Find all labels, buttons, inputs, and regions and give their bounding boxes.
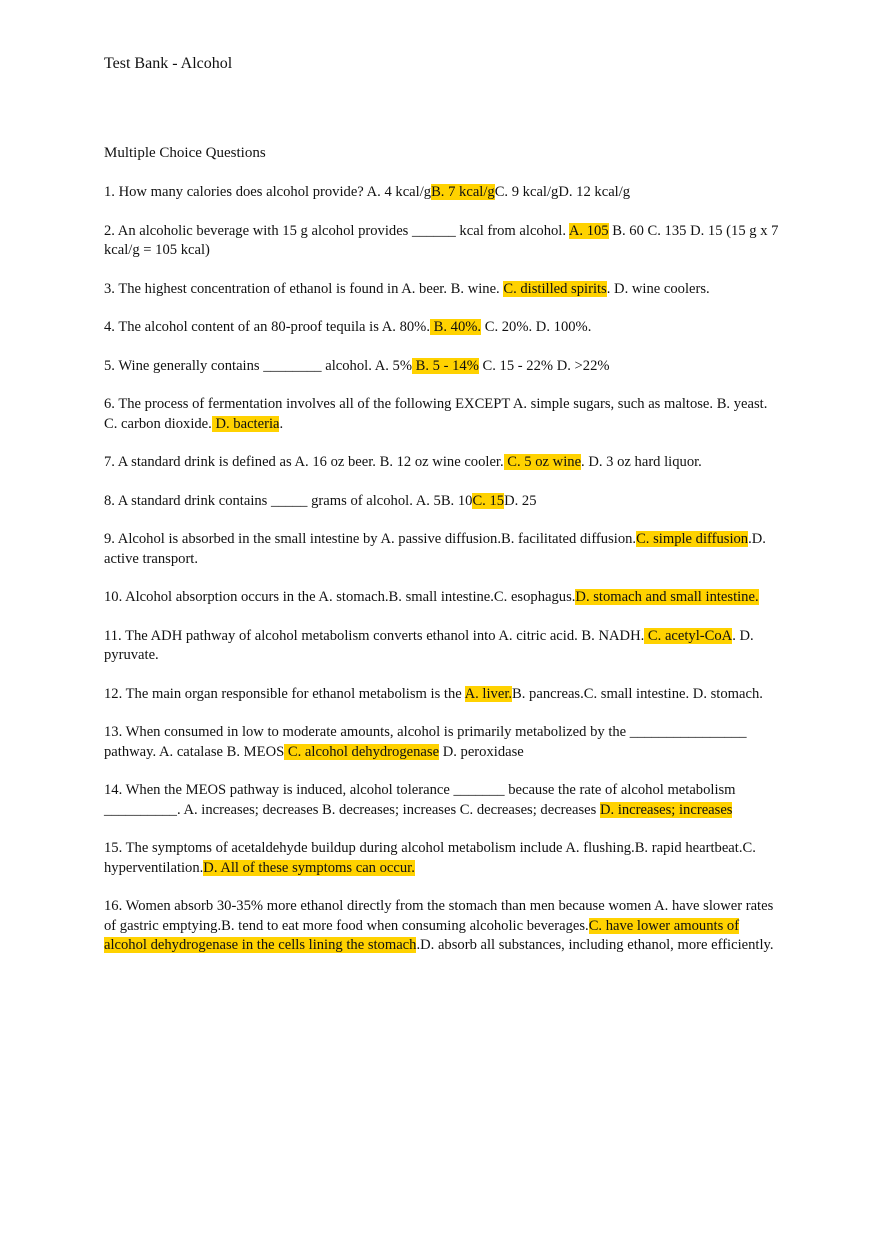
correct-answer-highlight: C. simple diffusion (636, 531, 749, 547)
correct-answer-highlight: B. 5 - 14% (411, 357, 479, 374)
question-text-remainder: D. 25 (504, 492, 537, 509)
question-text-remainder: B. pancreas.C. small intestine. D. stomach. (512, 685, 763, 702)
question-text: 2. An alcoholic beverage with 15 g alcohol provides ______ kcal from alcohol. (104, 222, 569, 239)
question-9 (104, 530, 784, 569)
question-text: 8. A standard drink contains _____ grams of alcohol. A. 5B. 10 (104, 492, 473, 509)
question-2 (104, 222, 784, 261)
question-text-remainder: B. 60 C. 135 D. 15 (15 g x 7 kcal/g = 105 kcal) (104, 222, 779, 258)
correct-answer-highlight: D. bacteria (211, 415, 280, 432)
question-7 (104, 453, 784, 473)
correct-answer-highlight: B. 7 kcal/g (431, 184, 495, 200)
correct-answer-highlight: C. distilled spirits (503, 280, 607, 297)
question-1 (104, 183, 784, 203)
question-text-remainder: . D. wine coolers. (606, 280, 710, 297)
question-text-remainder: . D. pyruvate. (104, 627, 754, 663)
question-list (104, 183, 784, 975)
question-text-remainder: .D. active transport. (104, 531, 766, 567)
question-text: 1. How many calories does alcohol provide? A. 4 kcal/g (104, 184, 432, 200)
question-text: 4. The alcohol content of an 80-proof tequila is A. 80%. (104, 319, 430, 335)
question-text: 12. The main organ responsible for ethanol metabolism is the (104, 685, 465, 702)
question-text: 14. When the MEOS pathway is induced, alcohol tolerance _______ because the rate of alcohol metabolism __________. A. increases; decreases B. decreases; increases C. decreases; decreases (104, 782, 736, 818)
question-4 (104, 318, 784, 338)
page-title: Test Bank - Alcohol (104, 55, 233, 72)
question-text-remainder: C. 15 - 22% D. >22% (478, 357, 610, 374)
question-8 (104, 492, 784, 512)
correct-answer-highlight: B. 40%. (430, 319, 482, 335)
correct-answer-highlight: D. stomach and small intestine. (575, 589, 759, 605)
question-15 (104, 839, 784, 878)
question-13 (104, 723, 784, 762)
question-text: 15. The symptoms of acetaldehyde buildup during alcohol metabolism include A. flushing.B. rapid heartbeat.C. hyperventilation. (104, 840, 756, 876)
correct-answer-highlight: C. alcohol dehydrogenase (284, 743, 440, 760)
correct-answer-highlight: C. acetyl-CoA (644, 627, 733, 644)
question-text-remainder: .D. absorb all substances, including ethanol, more efficiently. (416, 937, 774, 953)
question-text: 7. A standard drink is defined as A. 16 oz beer. B. 12 oz wine cooler. (104, 454, 504, 470)
question-text: 13. When consumed in low to moderate amounts, alcohol is primarily metabolized by the ________________ pathway. A. catalase B. MEOS (104, 724, 747, 760)
question-11 (104, 627, 784, 666)
correct-answer-highlight: D. All of these symptoms can occur. (203, 859, 415, 876)
question-14 (104, 781, 784, 820)
question-text: 16. Women absorb 30-35% more ethanol directly from the stomach than men because women A. have slower rates of gastric emptying.B. tend to eat more food when consuming alcoholic beverages. (104, 898, 774, 934)
question-3 (104, 280, 784, 300)
question-text: 5. Wine generally contains ________ alcohol. A. 5% (104, 357, 412, 374)
correct-answer-highlight: C. 15 (472, 492, 505, 509)
question-text-remainder: C. 9 kcal/gD. 12 kcal/g (494, 184, 631, 200)
question-text-remainder: . D. 3 oz hard liquor. (581, 454, 702, 470)
correct-answer-highlight: C. have lower amounts of alcohol dehydrogenase in the cells lining the stomach (104, 917, 740, 953)
correct-answer-highlight: D. increases; increases (599, 801, 733, 818)
section-heading: Multiple Choice Questions (104, 145, 266, 161)
question-text: 3. The highest concentration of ethanol is found in A. beer. B. wine. (104, 280, 504, 297)
question-text: 9. Alcohol is absorbed in the small intestine by A. passive diffusion.B. facilitated diffusion. (104, 531, 637, 547)
question-text: 11. The ADH pathway of alcohol metabolism converts ethanol into A. citric acid. B. NADH. (104, 627, 645, 644)
question-12 (104, 685, 784, 705)
question-10 (104, 588, 784, 608)
question-text: 10. Alcohol absorption occurs in the A. stomach.B. small intestine.C. esophagus. (104, 589, 576, 605)
question-6 (104, 395, 784, 434)
question-text-remainder: . (279, 415, 284, 432)
question-5 (104, 357, 784, 377)
correct-answer-highlight: A. liver. (464, 685, 513, 702)
question-text-remainder: D. peroxidase (439, 743, 524, 760)
question-text: 6. The process of fermentation involves all of the following EXCEPT A. simple sugars, such as maltose. B. yeast. C. carbon dioxide. (104, 396, 768, 432)
correct-answer-highlight: C. 5 oz wine (503, 454, 582, 470)
question-text-remainder: C. 20%. D. 100%. (481, 319, 592, 335)
question-16 (104, 897, 784, 956)
correct-answer-highlight: A. 105 (568, 222, 609, 239)
